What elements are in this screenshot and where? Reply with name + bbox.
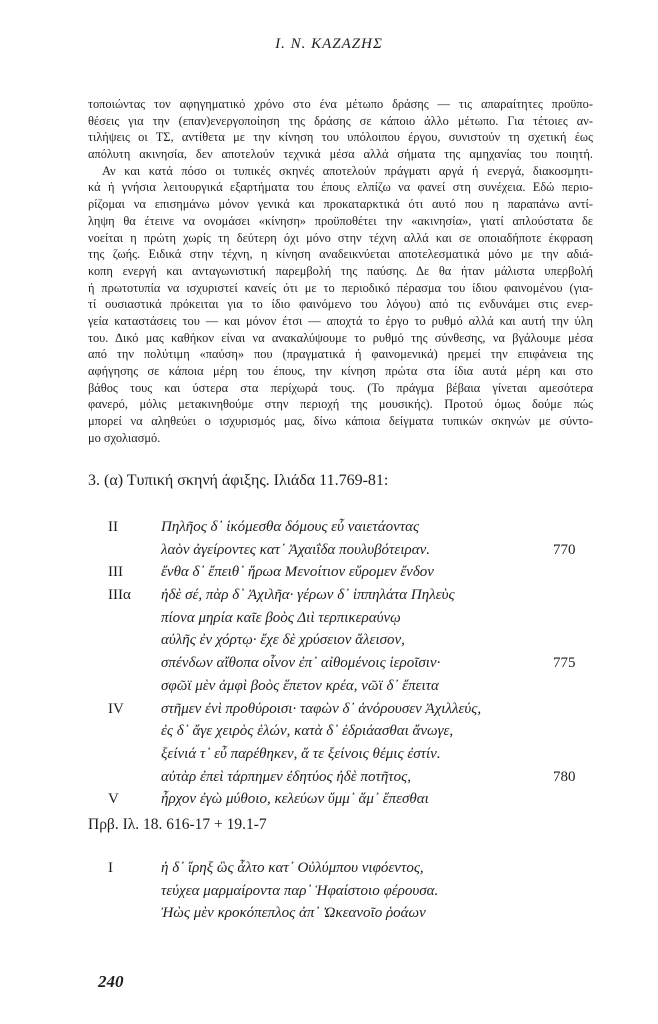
page-number: 240 [98, 972, 124, 991]
verse-line-number: 780 [553, 768, 576, 785]
paragraph-line: γεία καταστάσεις του — και μόνον έτσι — αποχτά το έργο το ρυθμό αλλά και αυτή την ύλη [88, 313, 593, 328]
verse-line [88, 743, 588, 766]
verse-line [88, 675, 588, 698]
verse-line [88, 516, 588, 539]
verse-section-numeral: IIIα [108, 587, 131, 604]
verse-text: ξείνιά τ᾽ εὖ παρέθηκεν, ἅ τε ξείνοις θέμις ἐστίν. [161, 745, 441, 762]
paragraph-line: κά ή γνήσια λειτουργικά εξαρτήματα του έπους ελπίζω να φανεί στη συνέχεια. Εδώ περιο- [88, 180, 593, 195]
verse-section-numeral: IV [108, 700, 124, 717]
verse-text: σφῶϊ μὲν ἀμφὶ βοὸς ἕπετον κρέα, νῶϊ δ᾽ ἔπειτα [161, 677, 439, 694]
paragraph-line: μπορεί να αληθεύει ο ισχυρισμός μας, δίνω κάποια δείγματα τυπικών σκηνών με σύντο- [88, 414, 593, 429]
paragraph-line: του. Δικό μας καθήκον είναι να ανακαλύψουμε το ρυθμό της σύνθεσης, να βγάλουμε μέσα [88, 330, 593, 345]
verse-section-numeral: I [108, 860, 113, 876]
verse-line [88, 902, 588, 925]
verse-line [88, 539, 588, 562]
paragraph-line: αφήγησης σε κάποια μέρη του έπους, την κίνηση πρώτα στα ίδια αυτά μέρη και στο [88, 364, 593, 378]
paragraph-line: μο σχολιασμό. [88, 430, 161, 445]
verse-text: σπένδων αἴθοπα οἶνον ἐπ᾽ αἰθομένοις ἱεροῖσιν· [161, 655, 441, 672]
verse-line [88, 857, 588, 880]
paragraph-line: κοπη ενεργή και ανταγωνιστική παρεμβολή της παύσης. Δε θα ήταν μάλιστα υπερβολή [88, 263, 593, 278]
verse-section-numeral: II [108, 519, 118, 535]
verse-text: ἡ δ᾽ ἴρηξ ὣς ἆλτο κατ᾽ Οὐλύμπου νιφόεντος, [161, 860, 424, 876]
paragraph-line: τοποιώντας τον αφηγηματικό χρόνο στο ένα μέτωπο δράσης — τις απαραίτητες προϋπο- [88, 97, 593, 111]
paragraph-line: τιλήψεις οι ΤΣ, αντίθετα με την κίνηση του υπόλοιπου έργου, συνιστούν τη σχετική έως [88, 130, 593, 145]
verse-line-number: 770 [553, 541, 576, 558]
paragraph-line: ή πρωτοτυπία να ισχυριστεί κανείς ότι με το περιοδικό πέρασμα του ίδιου φαινομένου (για- [88, 280, 593, 295]
verse-text: αὐτὰρ ἐπεὶ τάρπημεν ἐδητύος ἠδὲ ποτῆτος, [161, 768, 411, 785]
verse-line [88, 766, 588, 789]
verse-line-number: 775 [553, 655, 576, 672]
verse-line [88, 698, 588, 721]
paragraph-line: τί ουσιαστικά πρόκειται για το ίδιο φαινόμενο του λόγου) από τις ενδυνάμει στις ενερ- [88, 297, 593, 312]
verse-text: Ἠὼς μὲν κροκόπεπλος ἀπ᾽ Ὠκεανοῖο ῥοάων [161, 905, 426, 922]
paragraph-line: απόλυτη ακινησία, δεν αποτελούν τεχνικά μέσα αλλά σήματα της αμηχανίας του ποιητή. [88, 147, 593, 162]
paragraph-line: από την πολύτιμη «παύση» που (πραγματικά ή φαινομενικά) ηρεμεί την επιφάνεια της [88, 347, 593, 362]
paragraph-line: φανερό, μόλις μετακινηθούμε στην περιοχή της μουσικής). Προτού όμως δούμε πώς [88, 397, 593, 412]
verse-text: ἔνθα δ᾽ ἔπειθ᾽ ἥρωα Μενοίτιον εὕρομεν ἔνδον [161, 564, 434, 581]
paragraph-line: βάθος τους και ύστερα στα περίχωρά τους. (Το πράγμα βέβαια γίνεται αμεσότερα [88, 380, 593, 395]
verse-text: αὐλῆς ἐν χόρτῳ· ἔχε δὲ χρύσειον ἄλεισον, [161, 632, 405, 649]
paragraph-line: νοείται η πρώτη χωρίς τη δεύτερη όχι μόνο στην τέχνη αλλά και σε οποιαδήποτε έκφραση [88, 230, 593, 245]
verse-text: ἦρχον ἐγὼ μύθοιο, κελεύων ὔμμ᾽ ἅμ᾽ ἕπεσθαι [161, 791, 429, 808]
verse-line [88, 584, 588, 607]
verse-line [88, 607, 588, 630]
verse-text: τεύχεα μαρμαίροντα παρ᾽ Ἡφαίστοιο φέρουσα. [161, 882, 439, 899]
section-heading: 3. (α) Τυπική σκηνή άφιξης. Ιλιάδα 11.769-81: [88, 472, 389, 489]
running-header: Ι. Ν. ΚΑΖΑΖΗΣ [275, 36, 383, 52]
verse-line [88, 880, 588, 903]
verse-line [88, 720, 588, 743]
verse-text: πίονα μηρία καῖε βοὸς Διὶ τερπικεραύνῳ [161, 609, 401, 626]
verse-text: Πηλῆος δ᾽ ἱκόμεσθα δόμους εὖ ναιετάοντας [161, 519, 420, 535]
verse-line [88, 788, 588, 811]
paragraph-line: Αν και κατά πόσο οι τυπικές σκηνές αποτελούν πράγματι αργά ή ενεργά, διακοσμητι- [102, 163, 593, 178]
verse-text: ἐς δ᾽ ἄγε χειρὸς ἑλών, κατὰ δ᾽ ἑδριάασθαι ἄνωγε, [161, 723, 454, 740]
verse-block-iliad-18-19 [88, 857, 588, 925]
verse-text: ἠδὲ σέ, πὰρ δ᾽ Ἀχιλῆα· γέρων δ᾽ ἱππηλάτα Πηλεὺς [161, 587, 455, 604]
verse-section-numeral: V [108, 791, 119, 808]
verse-section-numeral: III [108, 564, 123, 581]
verse-text: στῆμεν ἐνὶ προθύροισι· ταφὼν δ᾽ ἀνόρουσεν Ἀχιλλεύς, [161, 700, 482, 717]
verse-line [88, 561, 588, 584]
comparison-heading: Πρβ. Ιλ. 18. 616-17 + 19.1-7 [88, 816, 267, 833]
paragraph-line: θέσεις για την (επαν)ενεργοποίηση της δράσης σε κάποιο άλλο μέτωπο. Για τέτοιες αν- [88, 113, 593, 128]
paragraph-line: της ζωής. Ειδικά στην τέχνη, η κίνηση αναδεικνύεται αποτελεσματικά μόνο με την αδιά- [88, 247, 593, 262]
verse-line [88, 629, 588, 652]
paragraph-line: ληψη θα έτεινε να ονομάσει «κίνηση» προϋποθέτει την «ακινησία», γιατί απλούστατα δε [88, 213, 593, 228]
verse-text: λαὸν ἀγείροντες κατ᾽ Ἀχαιΐδα πουλυβότειραν. [161, 541, 430, 558]
body-paragraph [88, 96, 593, 446]
paragraph-line: ρίζομαι να επισημάνω μόνον γενικά και προκαταρκτικά ότι αυτό που η παραπάνω αντί- [88, 197, 593, 212]
verse-line [88, 652, 588, 675]
verse-block-iliad-11 [88, 516, 588, 811]
